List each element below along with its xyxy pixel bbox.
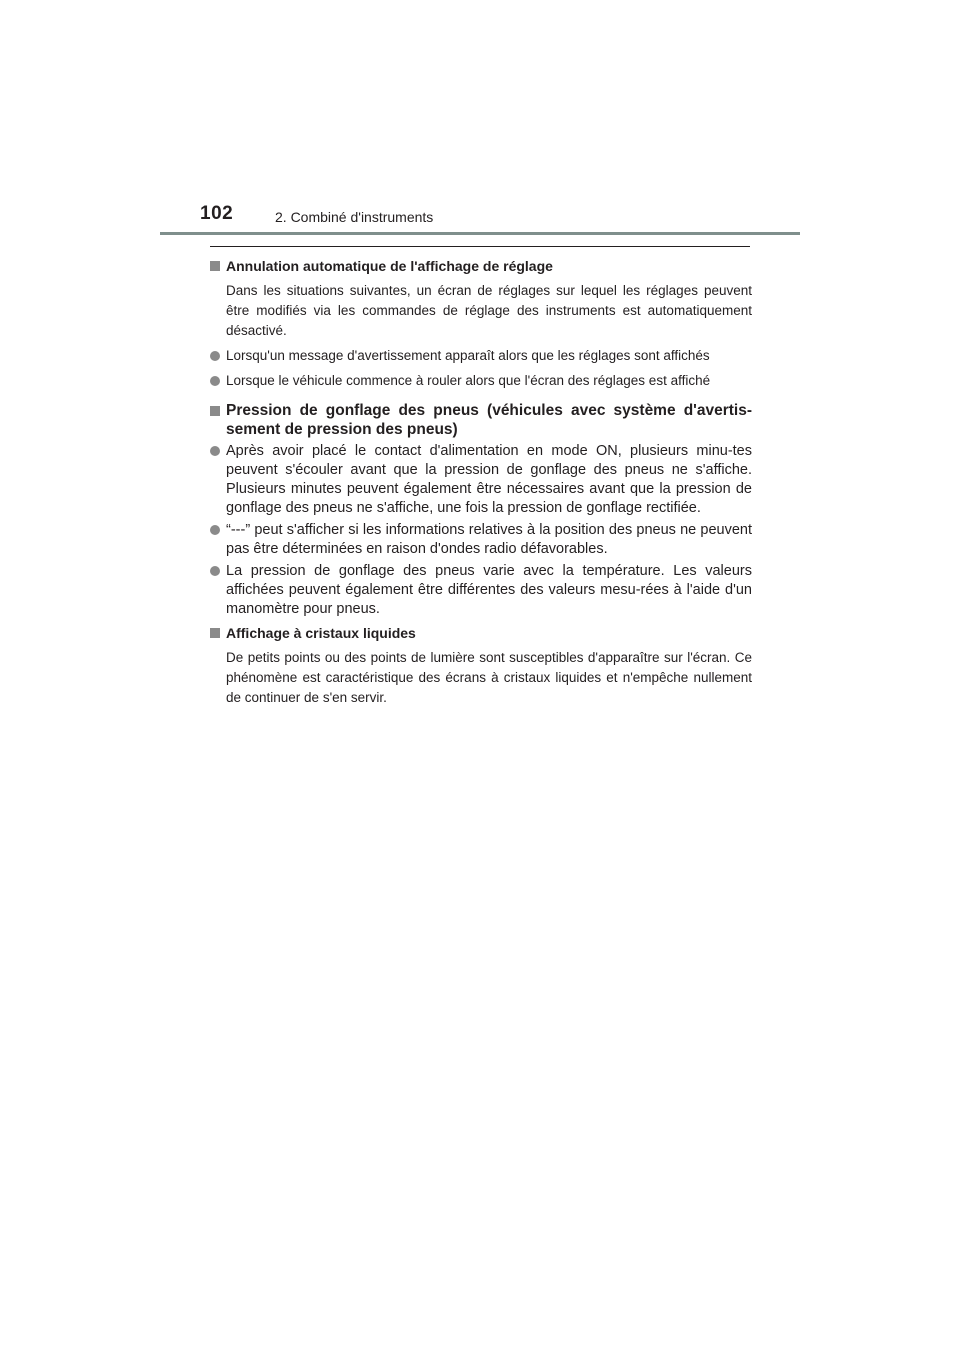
section-heading-lcd: Affichage à cristaux liquides: [210, 623, 752, 643]
chapter-title: 2. Combiné d'instruments: [275, 209, 434, 225]
square-bullet-icon: [210, 628, 220, 638]
square-bullet-icon: [210, 406, 220, 416]
round-bullet-icon: [210, 525, 220, 535]
list-item: Après avoir placé le contact d'alimentation en mode ON, plusieurs minu-tes peuvent s'écouler avant que la pression de gonflage des pneus ne s'affiche. Plusieurs minutes peuvent également être nécessaires avant que la pression de gonflage des pneus ne s'affiche, une fois la pression de gonflage rectifiée.: [226, 442, 752, 518]
bullet-list: [226, 442, 752, 619]
section-paragraph: De petits points ou des points de lumière sont susceptibles d'apparaître sur l'écran. Ce phénomène est caractéristique des écrans à cristaux liquides et n'empêche nullement de continuer de s'en servir.: [226, 650, 752, 705]
square-bullet-icon: [210, 261, 220, 271]
round-bullet-icon: [210, 351, 220, 361]
section-heading-auto-cancel: Annulation automatique de l'affichage de réglage: [210, 256, 752, 276]
list-item: “---” peut s'afficher si les informations relatives à la position des pneus ne peuvent pas être déterminées en raison d'ondes radio défavorables.: [226, 521, 752, 559]
round-bullet-icon: [210, 446, 220, 456]
list-item: Lorsque le véhicule commence à rouler alors que l'écran des réglages est affiché: [226, 371, 752, 391]
list-item: Lorsqu'un message d'avertissement apparaît alors que les réglages sont affichés: [226, 346, 752, 366]
round-bullet-icon: [210, 376, 220, 386]
page-content: [210, 256, 752, 708]
section-rule: [210, 246, 750, 247]
header-rule: [160, 232, 800, 235]
list-item: La pression de gonflage des pneus varie avec la température. Les valeurs affichées peuvent également être différentes des valeurs mesu-rées à l'aide d'un manomètre pour pneus.: [226, 562, 752, 619]
page-number: 102: [200, 203, 234, 224]
round-bullet-icon: [210, 566, 220, 576]
bullet-list: [226, 346, 752, 391]
section-heading-tire-pressure: Pression de gonflage des pneus (véhicules avec système d'avertis-sement de pression des pneus): [210, 401, 752, 439]
section-paragraph: Dans les situations suivantes, un écran de réglages sur lequel les réglages peuvent être modifiés via les commandes de réglage des instruments est automatiquement désactivé.: [226, 283, 752, 338]
